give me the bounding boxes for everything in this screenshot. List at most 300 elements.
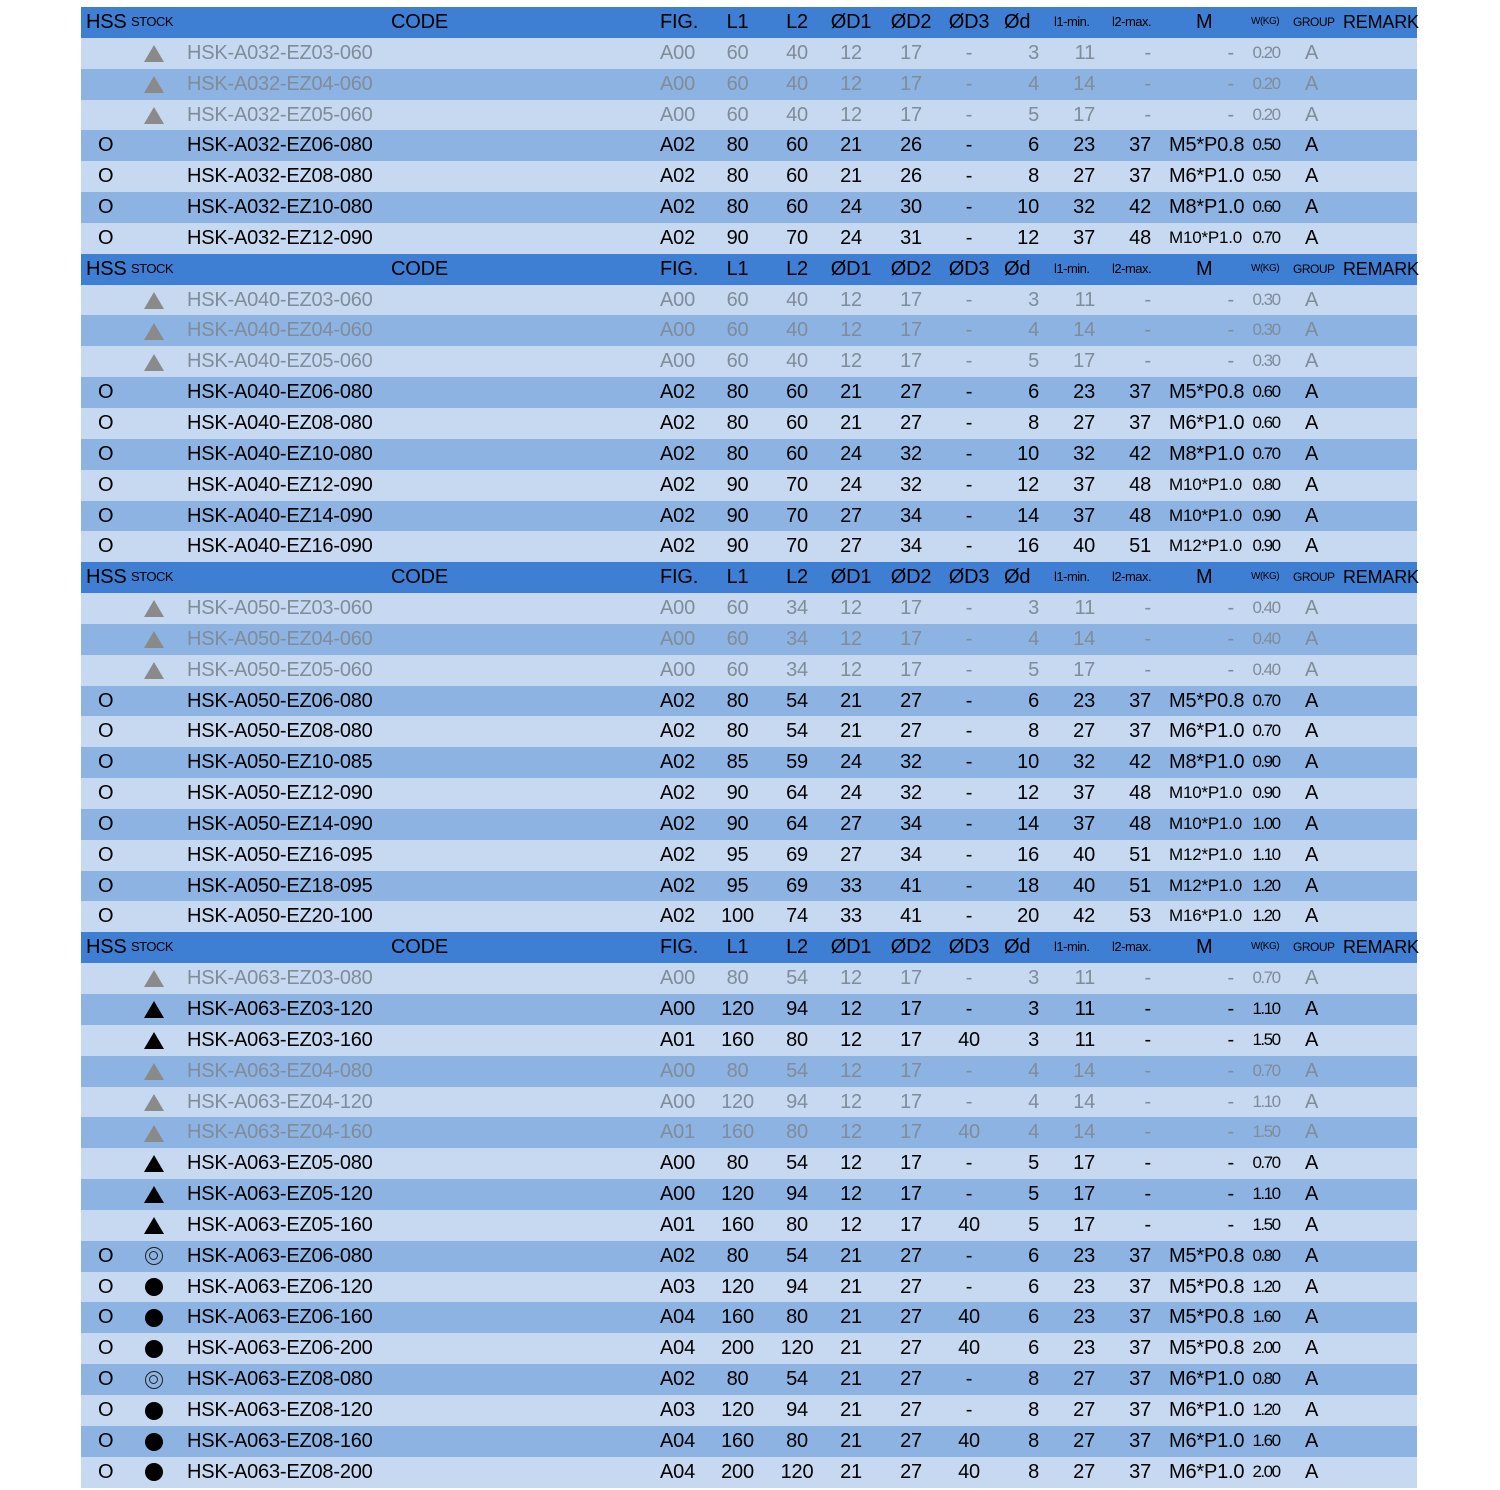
triangle-icon (144, 1155, 164, 1172)
table-row (81, 439, 1417, 470)
table-header-row (81, 7, 1417, 38)
cell-group: A (1305, 1368, 1319, 1391)
cell-d3: - (965, 658, 973, 681)
cell-l2-max: 42 (1129, 751, 1151, 774)
cell-d: 10 (1017, 751, 1039, 774)
triangle-icon (144, 292, 164, 309)
cell-l1: 120 (721, 1183, 754, 1206)
cell-d1: 12 (840, 288, 862, 311)
cell-l1-min: 17 (1073, 1213, 1095, 1236)
cell-d3: - (965, 442, 973, 465)
triangle-icon (144, 45, 164, 62)
cell-l1: 90 (726, 535, 749, 558)
filled-circle-icon (145, 1309, 163, 1327)
cell-thread-m: M6*P1.0 (1169, 720, 1245, 743)
cell-weight: 1.50 (1252, 1214, 1280, 1234)
cell-l1-min: 11 (1074, 1028, 1095, 1051)
cell-stock-symbol (143, 1272, 165, 1303)
cell-code: HSK-A063-EZ08-080 (187, 1368, 373, 1391)
header-weight: W(KG) (1251, 262, 1280, 274)
cell-l2: 34 (786, 597, 808, 620)
table-row (81, 346, 1417, 377)
header-l2max: l2-max. (1112, 14, 1152, 29)
cell-l2: 34 (786, 658, 808, 681)
cell-d: 14 (1017, 812, 1039, 835)
cell-fig: A02 (660, 535, 695, 558)
cell-l1: 120 (721, 1090, 754, 1113)
cell-fig: A02 (660, 165, 695, 188)
cell-hss-mark: O (98, 381, 114, 404)
cell-weight: 1.20 (1252, 875, 1280, 895)
header-l2max: l2-max. (1112, 939, 1152, 955)
cell-group: A (1305, 1275, 1319, 1298)
cell-d: 8 (1028, 165, 1039, 188)
cell-hss-mark: O (98, 134, 114, 157)
cell-code: HSK-A063-EZ06-160 (187, 1306, 373, 1329)
cell-l2: 60 (786, 381, 808, 404)
table-row (81, 1395, 1417, 1426)
cell-thread-m: - (1227, 103, 1234, 126)
cell-d: 3 (1028, 288, 1039, 311)
cell-d1: 21 (840, 411, 862, 434)
cell-d: 4 (1028, 627, 1039, 650)
cell-weight: 0.90 (1252, 536, 1280, 556)
cell-d: 6 (1028, 1306, 1039, 1329)
cell-weight: 1.00 (1252, 813, 1280, 833)
cell-d3: - (965, 165, 973, 188)
cell-l2: 80 (786, 1213, 808, 1236)
cell-l2-max: 37 (1129, 134, 1151, 157)
cell-d3: 40 (958, 1213, 980, 1236)
cell-group: A (1305, 874, 1319, 897)
cell-fig: A02 (660, 504, 695, 527)
cell-fig: A02 (660, 812, 695, 835)
cell-d2: 17 (900, 350, 922, 373)
cell-group: A (1305, 535, 1319, 558)
cell-l1-min: 27 (1073, 411, 1095, 434)
table-row (81, 716, 1417, 747)
cell-l2-max: - (1144, 288, 1151, 311)
cell-d1: 27 (840, 504, 862, 527)
cell-fig: A01 (660, 1028, 695, 1051)
cell-l1: 90 (726, 226, 749, 249)
cell-l1-min: 32 (1073, 442, 1095, 465)
cell-d2: 17 (900, 319, 922, 342)
cell-fig: A04 (660, 1306, 695, 1329)
cell-code: HSK-A063-EZ08-160 (187, 1429, 373, 1452)
header-l1: L1 (726, 11, 749, 33)
cell-stock-symbol (143, 994, 165, 1025)
cell-l1: 80 (726, 411, 749, 434)
cell-group: A (1305, 658, 1319, 681)
cell-thread-m: M10*P1.0 (1169, 813, 1243, 833)
cell-d1: 12 (840, 1121, 862, 1144)
cell-d2: 17 (900, 658, 922, 681)
cell-l1-min: 40 (1073, 843, 1095, 866)
table-row (81, 593, 1417, 624)
cell-thread-m: - (1227, 658, 1234, 681)
cell-d2: 41 (900, 905, 922, 928)
cell-l1-min: 37 (1073, 473, 1095, 496)
cell-group: A (1305, 812, 1319, 835)
cell-stock-symbol (143, 1333, 165, 1364)
header-code: CODE (391, 257, 448, 280)
cell-thread-m: M10*P1.0 (1169, 505, 1243, 525)
header-fig: FIG. (660, 566, 699, 589)
cell-l1-min: 17 (1073, 658, 1095, 681)
cell-code: HSK-A040-EZ16-090 (187, 535, 373, 558)
cell-code: HSK-A063-EZ06-080 (187, 1244, 373, 1267)
filled-circle-icon (145, 1340, 163, 1358)
triangle-icon (144, 662, 164, 679)
cell-l1-min: 23 (1073, 1244, 1095, 1267)
cell-stock-symbol (143, 624, 165, 655)
header-m: M (1196, 11, 1213, 33)
cell-code: HSK-A050-EZ14-090 (187, 812, 373, 835)
cell-fig: A04 (660, 1337, 695, 1360)
cell-d1: 12 (840, 41, 862, 64)
cell-l1: 60 (726, 597, 749, 620)
cell-thread-m: M10*P1.0 (1169, 783, 1243, 803)
cell-d1: 21 (840, 134, 862, 157)
cell-group: A (1305, 689, 1319, 712)
cell-stock-symbol (143, 470, 165, 501)
header-stock: STOCK (131, 569, 174, 585)
cell-code: HSK-A063-EZ05-080 (187, 1152, 373, 1175)
cell-d: 4 (1028, 319, 1039, 342)
table-row (81, 531, 1417, 562)
header-code: CODE (391, 11, 448, 33)
cell-stock-symbol (143, 161, 165, 192)
header-d: Ød (1004, 936, 1031, 959)
cell-stock-symbol (143, 963, 165, 994)
table-row (81, 69, 1417, 100)
cell-d: 18 (1017, 874, 1039, 897)
cell-thread-m: M5*P0.8 (1169, 1306, 1245, 1329)
cell-d2: 32 (900, 473, 922, 496)
cell-stock-symbol (143, 747, 165, 778)
cell-l2: 60 (786, 411, 808, 434)
cell-thread-m: M8*P1.0 (1169, 442, 1245, 465)
cell-l1: 95 (726, 843, 749, 866)
cell-d1: 24 (840, 782, 862, 805)
cell-stock-symbol (143, 439, 165, 470)
cell-d3: - (965, 782, 973, 805)
filled-circle-icon (145, 1402, 163, 1420)
cell-weight: 1.50 (1252, 1029, 1280, 1049)
cell-code: HSK-A040-EZ04-060 (187, 319, 373, 342)
header-l2max: l2-max. (1112, 569, 1152, 585)
cell-l1: 120 (721, 998, 754, 1020)
table-row (81, 1148, 1417, 1179)
cell-l1: 85 (726, 751, 749, 774)
cell-thread-m: - (1227, 627, 1234, 650)
cell-code: HSK-A063-EZ03-120 (187, 998, 373, 1020)
cell-l2: 80 (786, 1429, 808, 1452)
cell-weight: 1.20 (1252, 1399, 1280, 1419)
cell-l1-min: 27 (1073, 1429, 1095, 1452)
cell-weight: 1.60 (1252, 1307, 1280, 1327)
cell-fig: A01 (660, 1213, 695, 1236)
cell-code: HSK-A032-EZ03-060 (187, 41, 373, 64)
cell-l2: 54 (786, 1152, 808, 1175)
cell-code: HSK-A040-EZ03-060 (187, 288, 373, 311)
cell-group: A (1305, 319, 1319, 342)
cell-l1-min: 32 (1073, 751, 1095, 774)
cell-stock-symbol (143, 285, 165, 316)
cell-thread-m: - (1227, 1090, 1234, 1113)
header-d3: ØD3 (948, 566, 990, 589)
table-row (81, 840, 1417, 871)
header-remark: REMARK (1343, 258, 1419, 279)
cell-l2-max: 37 (1129, 689, 1151, 712)
cell-group: A (1305, 1337, 1319, 1360)
header-m: M (1196, 566, 1213, 589)
header-hss: HSS (86, 936, 127, 959)
cell-fig: A02 (660, 134, 695, 157)
cell-d1: 21 (840, 720, 862, 743)
cell-d2: 31 (900, 226, 922, 249)
cell-hss-mark: O (98, 473, 114, 496)
cell-code: HSK-A050-EZ03-060 (187, 597, 373, 620)
cell-group: A (1305, 1460, 1319, 1483)
cell-d: 14 (1017, 504, 1039, 527)
cell-d2: 17 (900, 1121, 922, 1144)
cell-hss-mark: O (98, 905, 114, 928)
cell-stock-symbol (143, 501, 165, 532)
cell-stock-symbol (143, 1210, 165, 1241)
cell-d2: 32 (900, 442, 922, 465)
cell-l2-max: - (1144, 350, 1151, 373)
cell-d: 8 (1028, 720, 1039, 743)
cell-d: 6 (1028, 381, 1039, 404)
cell-l2: 54 (786, 967, 808, 990)
cell-l2: 34 (786, 627, 808, 650)
cell-thread-m: M8*P1.0 (1169, 751, 1245, 774)
cell-l1: 80 (726, 689, 749, 712)
header-d2: ØD2 (890, 257, 932, 280)
cell-fig: A02 (660, 843, 695, 866)
cell-code: HSK-A032-EZ10-080 (187, 196, 373, 219)
cell-l2: 40 (786, 103, 808, 126)
table-row (81, 1179, 1417, 1210)
cell-weight: 0.90 (1252, 783, 1280, 803)
cell-stock-symbol (143, 192, 165, 223)
cell-stock-symbol (143, 1056, 165, 1087)
cell-stock-symbol (143, 1457, 165, 1488)
cell-weight: 0.80 (1252, 1245, 1280, 1265)
cell-d1: 24 (840, 226, 862, 249)
cell-d3: - (965, 627, 973, 650)
table-row (81, 809, 1417, 840)
cell-l1: 95 (726, 874, 749, 897)
cell-stock-symbol (143, 809, 165, 840)
header-remark: REMARK (1343, 12, 1419, 32)
table-row (81, 130, 1417, 161)
table-header-row (81, 932, 1417, 963)
cell-d: 6 (1028, 134, 1039, 157)
table-row (81, 1457, 1417, 1488)
cell-l2: 70 (786, 535, 808, 558)
cell-code: HSK-A063-EZ05-120 (187, 1183, 373, 1206)
cell-l1-min: 23 (1073, 1306, 1095, 1329)
cell-l2-max: 48 (1129, 226, 1151, 249)
cell-thread-m: M12*P1.0 (1169, 875, 1243, 895)
cell-l1: 80 (726, 1059, 749, 1082)
cell-d2: 26 (900, 134, 922, 157)
cell-stock-symbol (143, 346, 165, 377)
cell-l1: 160 (721, 1028, 754, 1051)
cell-stock-symbol (143, 223, 165, 254)
cell-stock-symbol (143, 130, 165, 161)
cell-hss-mark: O (98, 1429, 114, 1452)
cell-d: 5 (1028, 1152, 1039, 1175)
cell-weight: 0.40 (1252, 598, 1280, 618)
cell-d: 5 (1028, 350, 1039, 373)
cell-code: HSK-A040-EZ12-090 (187, 473, 373, 496)
cell-l2-max: - (1144, 1152, 1151, 1175)
cell-code: HSK-A063-EZ04-160 (187, 1121, 373, 1144)
cell-d3: - (965, 288, 973, 311)
cell-stock-symbol (143, 1364, 165, 1395)
cell-l2-max: - (1144, 1121, 1151, 1144)
cell-thread-m: - (1227, 998, 1234, 1020)
cell-thread-m: M10*P1.0 (1169, 227, 1243, 247)
cell-d1: 12 (840, 103, 862, 126)
cell-fig: A02 (660, 782, 695, 805)
cell-d1: 12 (840, 658, 862, 681)
cell-l1-min: 42 (1073, 905, 1095, 928)
cell-d2: 17 (900, 1028, 922, 1051)
table-row (81, 192, 1417, 223)
table-row (81, 377, 1417, 408)
cell-l2: 60 (786, 196, 808, 219)
cell-group: A (1305, 751, 1319, 774)
cell-stock-symbol (143, 871, 165, 902)
cell-l2-max: 37 (1129, 165, 1151, 188)
cell-d3: - (965, 1244, 973, 1267)
cell-fig: A02 (660, 411, 695, 434)
cell-d: 6 (1028, 1337, 1039, 1360)
table-row (81, 747, 1417, 778)
cell-d3: - (965, 998, 973, 1020)
cell-weight: 0.70 (1252, 721, 1280, 741)
cell-fig: A01 (660, 1121, 695, 1144)
cell-code: HSK-A063-EZ08-200 (187, 1460, 373, 1483)
header-l1: L1 (726, 566, 749, 589)
cell-weight: 0.80 (1252, 1369, 1280, 1389)
table-row (81, 1426, 1417, 1457)
cell-thread-m: - (1227, 72, 1234, 95)
header-d1: ØD1 (830, 566, 872, 589)
cell-l2-max: - (1144, 1183, 1151, 1206)
cell-l1: 60 (726, 627, 749, 650)
cell-group: A (1305, 905, 1319, 928)
cell-thread-m: M16*P1.0 (1169, 906, 1243, 926)
header-code: CODE (391, 566, 448, 589)
cell-thread-m: M5*P0.8 (1169, 1275, 1245, 1298)
cell-stock-symbol (143, 840, 165, 871)
cell-d2: 17 (900, 1213, 922, 1236)
header-d1: ØD1 (830, 11, 872, 33)
cell-l1: 90 (726, 504, 749, 527)
cell-stock-symbol (143, 315, 165, 346)
cell-l1-min: 14 (1073, 1059, 1095, 1082)
cell-hss-mark: O (98, 535, 114, 558)
cell-l2-max: 37 (1129, 1460, 1151, 1483)
double-circle-icon (145, 1371, 163, 1389)
cell-hss-mark: O (98, 226, 114, 249)
table-row (81, 1025, 1417, 1056)
cell-l2: 80 (786, 1028, 808, 1051)
cell-l2: 40 (786, 350, 808, 373)
cell-fig: A02 (660, 1368, 695, 1391)
cell-weight: 0.70 (1252, 968, 1280, 988)
cell-d3: - (965, 1059, 973, 1082)
cell-group: A (1305, 843, 1319, 866)
cell-weight: 0.70 (1252, 443, 1280, 463)
cell-group: A (1305, 998, 1319, 1020)
cell-d1: 12 (840, 1213, 862, 1236)
cell-code: HSK-A050-EZ04-060 (187, 627, 373, 650)
cell-l1: 80 (726, 165, 749, 188)
cell-weight: 1.20 (1252, 906, 1280, 926)
cell-d3: - (965, 689, 973, 712)
triangle-icon (144, 1186, 164, 1203)
cell-thread-m: - (1227, 1028, 1234, 1051)
cell-l1-min: 23 (1073, 381, 1095, 404)
cell-d3: 40 (958, 1306, 980, 1329)
cell-fig: A02 (660, 720, 695, 743)
cell-d2: 26 (900, 165, 922, 188)
cell-l1: 90 (726, 782, 749, 805)
cell-weight: 1.50 (1252, 1122, 1280, 1142)
cell-code: HSK-A040-EZ08-080 (187, 411, 373, 434)
cell-d3: - (965, 41, 973, 64)
cell-fig: A02 (660, 1244, 695, 1267)
cell-fig: A00 (660, 967, 695, 990)
cell-stock-symbol (143, 100, 165, 131)
cell-d: 3 (1028, 998, 1039, 1020)
cell-l2: 59 (786, 751, 808, 774)
cell-d2: 27 (900, 689, 922, 712)
cell-l1-min: 11 (1074, 967, 1095, 990)
cell-l2: 64 (786, 782, 808, 805)
table-row (81, 223, 1417, 254)
header-l1min: l1-min. (1054, 939, 1090, 955)
cell-weight: 2.00 (1252, 1461, 1280, 1481)
cell-l2: 40 (786, 41, 808, 64)
cell-group: A (1305, 1152, 1319, 1175)
header-d2: ØD2 (890, 936, 932, 959)
cell-l1-min: 37 (1073, 812, 1095, 835)
cell-l1-min: 37 (1073, 504, 1095, 527)
header-m: M (1196, 257, 1213, 280)
cell-code: HSK-A032-EZ04-060 (187, 72, 373, 95)
cell-hss-mark: O (98, 689, 114, 712)
cell-d2: 34 (900, 504, 922, 527)
cell-d: 6 (1028, 1244, 1039, 1267)
cell-thread-m: M12*P1.0 (1169, 536, 1243, 556)
cell-d1: 33 (840, 905, 862, 928)
cell-l2-max: 42 (1129, 196, 1151, 219)
cell-hss-mark: O (98, 782, 114, 805)
cell-hss-mark: O (98, 442, 114, 465)
cell-hss-mark: O (98, 1244, 114, 1267)
cell-l1: 160 (721, 1213, 754, 1236)
header-l1: L1 (726, 936, 749, 959)
cell-d: 3 (1028, 597, 1039, 620)
